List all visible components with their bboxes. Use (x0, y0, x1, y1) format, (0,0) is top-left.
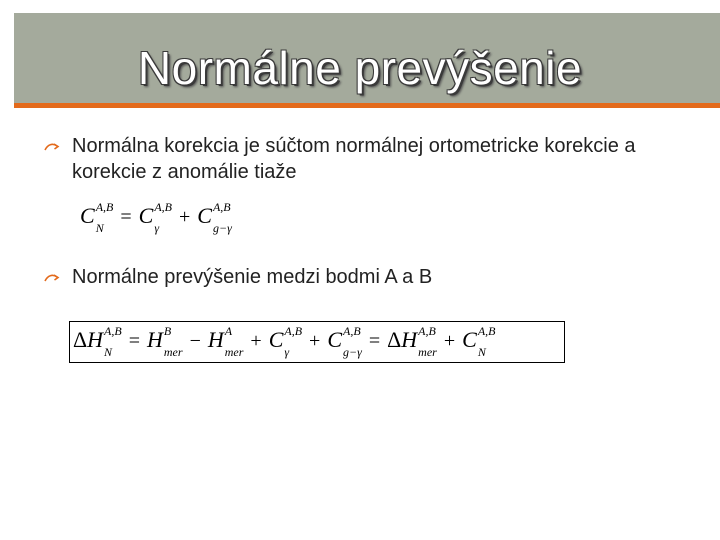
bullet-text-1: Normálna korekcia je súčtom normálnej ortometricke korekcie a korekcie z anomálie tiaže (72, 135, 636, 183)
title-accent-line (14, 103, 720, 108)
bullet-item-1 (44, 133, 684, 185)
equation-normal-correction: C A,B N = C A,B γ + C A,B g−γ (80, 200, 232, 236)
curved-arrow-bullet-icon (44, 142, 60, 152)
curved-arrow-bullet-icon (44, 273, 60, 283)
bullet-item-2 (44, 264, 684, 290)
slide-title: Normálne prevýšenie (137, 42, 583, 94)
bullet-text-2: Normálne prevýšenie medzi bodmi A a B (72, 266, 433, 288)
equation-normal-height-difference: ΔH A,B N = H B mer − H A mer + C A,B γ + C A,B g−γ = ΔH A,B mer + C A,B N (73, 324, 496, 360)
